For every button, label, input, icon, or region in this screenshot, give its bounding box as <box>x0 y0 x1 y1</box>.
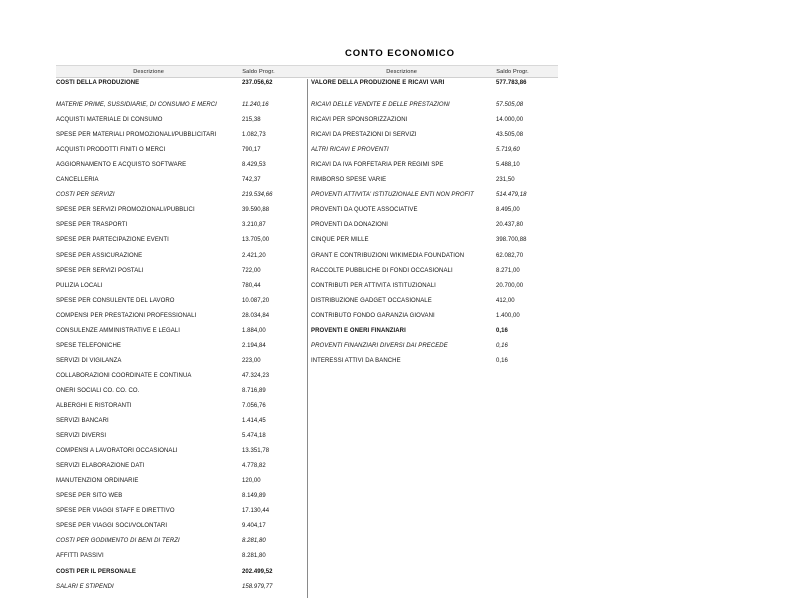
row-label: CANCELLERIA <box>56 177 99 184</box>
row-label: ONERI SOCIALI CO. CO. CO. <box>56 387 140 394</box>
row-label: VALORE DELLA PRODUZIONE E RICAVI VARI <box>311 80 445 86</box>
row-value: 1.414,45 <box>242 418 266 425</box>
table-row-spacer <box>56 94 304 101</box>
table-row <box>311 176 558 191</box>
row-label: INTERESSI ATTIVI DA BANCHE <box>311 357 401 364</box>
row-label: CINQUE PER MILLE <box>311 237 369 244</box>
table-row <box>56 206 304 221</box>
row-value: 8.281,80 <box>242 553 266 560</box>
table-row <box>56 297 304 312</box>
row-value: 11.240,16 <box>242 102 269 109</box>
row-value: 10.087,20 <box>242 297 270 304</box>
row-label: SPESE PER ASSICURAZIONE <box>56 252 143 259</box>
row-label: SPESE PER SITO WEB <box>56 493 123 500</box>
row-value: 0,16 <box>496 342 508 349</box>
row-value: 4.778,82 <box>242 463 266 470</box>
table-row <box>56 267 304 282</box>
table-row <box>311 236 558 251</box>
table-row <box>56 191 304 206</box>
row-value: 5.474,18 <box>242 433 266 440</box>
row-value: 202.499,52 <box>242 568 273 575</box>
row-value: 20.437,80 <box>496 222 524 229</box>
row-label: MANUTENZIONI ORDINARIE <box>56 478 139 485</box>
table-row <box>56 447 304 462</box>
row-value: 158.979,77 <box>242 583 273 590</box>
revenues-column <box>307 79 558 598</box>
row-value: 3.210,87 <box>242 222 266 229</box>
table-row <box>56 357 304 372</box>
row-value: 237.056,62 <box>242 80 273 86</box>
income-statement-table <box>56 65 558 598</box>
table-row <box>56 507 304 522</box>
table-row <box>56 387 304 402</box>
table-row <box>56 477 304 492</box>
row-label: AGGIORNAMENTO E ACQUISTO SOFTWARE <box>56 162 187 169</box>
row-label: PROVENTI FINANZIARI DIVERSI DAI PRECEDE <box>311 342 448 349</box>
table-row <box>311 101 558 116</box>
row-label: ALTRI RICAVI E PROVENTI <box>311 147 389 154</box>
table-row <box>311 221 558 236</box>
row-value: 14.000,00 <box>496 117 524 124</box>
row-value: 780,44 <box>242 282 261 289</box>
table-row <box>311 312 558 327</box>
row-label: ACQUISTI MATERIALE DI CONSUMO <box>56 117 163 124</box>
column-header-balance-right: Saldo Progr. <box>496 68 529 75</box>
row-label: CONTRIBUTI PER ATTIVITÀ ISTITUZIONALI <box>311 282 436 289</box>
costs-column <box>56 79 304 598</box>
table-row <box>56 101 304 116</box>
row-value: 0,16 <box>496 327 508 334</box>
table-row <box>311 342 558 357</box>
table-header-row <box>56 65 558 78</box>
row-value: 577.783,86 <box>496 80 527 86</box>
row-label: SERVIZI ELABORAZIONE DATI <box>56 463 145 470</box>
row-value: 13.705,00 <box>242 237 270 244</box>
row-value: 39.590,88 <box>242 207 270 214</box>
row-label: ACQUISTI PRODOTTI FINITI O MERCI <box>56 147 166 154</box>
row-value: 120,00 <box>242 478 261 485</box>
row-value: 223,00 <box>242 357 261 364</box>
row-label: PROVENTI DA DONAZIONI <box>311 222 389 229</box>
row-value: 43.505,08 <box>496 132 524 139</box>
row-value: 722,00 <box>242 267 261 274</box>
table-row <box>56 402 304 417</box>
row-label: SERVIZI DI VIGILANZA <box>56 357 122 364</box>
row-label: PROVENTI DA QUOTE ASSOCIATIVE <box>311 207 418 214</box>
column-header-balance-left: Saldo Progr. <box>242 68 275 75</box>
table-row <box>56 79 304 94</box>
table-row <box>311 116 558 131</box>
row-label: RIMBORSO SPESE VARIE <box>311 177 387 184</box>
row-value: 8.495,00 <box>496 207 520 214</box>
table-row <box>56 432 304 447</box>
row-value: 8.429,53 <box>242 162 266 169</box>
table-row <box>311 146 558 161</box>
row-value: 0,16 <box>496 357 508 364</box>
row-label: SPESE PER SERVIZI PROMOZIONALI/PUBBLICI <box>56 207 195 214</box>
row-value: 398.700,88 <box>496 237 527 244</box>
table-row <box>311 282 558 297</box>
table-row <box>56 537 304 552</box>
row-label: SPESE PER TRASPORTI <box>56 222 128 229</box>
row-value: 412,00 <box>496 297 515 304</box>
table-row <box>311 297 558 312</box>
row-value: 28.034,84 <box>242 312 270 319</box>
table-row-spacer <box>311 94 558 101</box>
row-label: SPESE PER PARTECIPAZIONE EVENTI <box>56 237 169 244</box>
table-row <box>56 161 304 176</box>
row-value: 8.149,89 <box>242 493 266 500</box>
table-row <box>56 492 304 507</box>
row-value: 742,37 <box>242 177 261 184</box>
row-value: 8.716,89 <box>242 387 266 394</box>
row-value: 8.281,80 <box>242 538 266 545</box>
row-value: 2.194,84 <box>242 342 266 349</box>
row-label: COMPENSI A LAVORATORI OCCASIONALI <box>56 448 178 455</box>
table-row <box>311 79 558 94</box>
table-row <box>311 252 558 267</box>
table-row <box>56 146 304 161</box>
table-row <box>56 372 304 387</box>
table-row <box>56 552 304 567</box>
row-label: SPESE PER VIAGGI SOCI/VOLONTARI <box>56 523 168 530</box>
row-label: CONSULENZE AMMINISTRATIVE E LEGALI <box>56 327 180 334</box>
page-title: CONTO ECONOMICO <box>345 48 455 59</box>
table-row <box>56 282 304 297</box>
table-row <box>56 568 304 583</box>
column-header-description-right: Descrizione <box>386 68 418 75</box>
table-row <box>311 267 558 282</box>
table-row <box>311 357 558 372</box>
row-label: CONTRIBUTO FONDO GARANZIA GIOVANI <box>311 312 435 319</box>
table-row <box>56 176 304 191</box>
table-row <box>56 417 304 432</box>
table-row <box>56 221 304 236</box>
row-value: 5.488,10 <box>496 162 520 169</box>
row-value: 1.884,00 <box>242 327 266 334</box>
row-label: MATERIE PRIME, SUSSIDIARIE, DI CONSUMO E MERCI <box>56 102 217 109</box>
table-row <box>56 116 304 131</box>
row-label: PROVENTI ATTIVITA' ISTITUZIONALE ENTI NON PROFIT <box>311 192 474 199</box>
row-label: PULIZIA LOCALI <box>56 282 103 289</box>
row-value: 215,38 <box>242 117 261 124</box>
row-label: SPESE PER SERVIZI POSTALI <box>56 267 144 274</box>
table-row <box>311 327 558 342</box>
row-value: 1.082,73 <box>242 132 266 139</box>
row-label: COSTI PER IL PERSONALE <box>56 568 136 575</box>
table-body <box>56 78 558 598</box>
table-row <box>56 462 304 477</box>
row-value: 8.271,00 <box>496 267 520 274</box>
row-label: ALBERGHI E RISTORANTI <box>56 402 132 409</box>
row-label: SPESE PER VIAGGI STAFF E DIRETTIVO <box>56 508 175 515</box>
table-row <box>56 522 304 537</box>
row-value: 231,50 <box>496 177 515 184</box>
row-value: 514.479,18 <box>496 192 527 199</box>
row-label: COLLABORAZIONI COORDINATE E CONTINUA <box>56 372 192 379</box>
row-label: RICAVI DA PRESTAZIONI DI SERVIZI <box>311 132 417 139</box>
row-label: COSTI DELLA PRODUZIONE <box>56 80 140 86</box>
row-label: SPESE PER CONSULENTE DEL LAVORO <box>56 297 175 304</box>
row-value: 57.505,08 <box>496 102 524 109</box>
row-label: SPESE PER MATERIALI PROMOZIONALI/PUBBLICITARI <box>56 132 217 139</box>
row-label: COSTI PER GODIMENTO DI BENI DI TERZI <box>56 538 180 545</box>
table-row <box>56 131 304 146</box>
row-label: SERVIZI DIVERSI <box>56 433 107 440</box>
row-label: AFFITTI PASSIVI <box>56 553 104 560</box>
row-value: 9.404,17 <box>242 523 266 530</box>
row-value: 219.534,66 <box>242 192 273 199</box>
table-row <box>56 327 304 342</box>
row-label: GRANT E CONTRIBUZIONI WIKIMEDIA FOUNDATION <box>311 252 465 259</box>
row-value: 17.130,44 <box>242 508 270 515</box>
table-row <box>311 191 558 206</box>
row-label: PROVENTI E ONERI FINANZIARI <box>311 327 406 334</box>
row-value: 13.351,78 <box>242 448 270 455</box>
row-value: 5.719,60 <box>496 147 520 154</box>
row-value: 7.056,76 <box>242 402 266 409</box>
table-row <box>56 342 304 357</box>
table-row <box>311 161 558 176</box>
row-label: SALARI E STIPENDI <box>56 583 114 590</box>
row-label: COMPENSI PER PRESTAZIONI PROFESSIONALI <box>56 312 197 319</box>
table-row <box>56 583 304 598</box>
table-row <box>56 312 304 327</box>
table-row <box>311 131 558 146</box>
row-value: 62.082,70 <box>496 252 524 259</box>
row-label: RICAVI DELLE VENDITE E DELLE PRESTAZIONI <box>311 102 450 109</box>
row-label: SERVIZI BANCARI <box>56 418 109 425</box>
row-label: DISTRIBUZIONE GADGET OCCASIONALE <box>311 297 432 304</box>
row-value: 790,17 <box>242 147 261 154</box>
table-row <box>56 236 304 251</box>
table-row <box>311 206 558 221</box>
row-value: 20.700,00 <box>496 282 524 289</box>
row-value: 2.421,20 <box>242 252 266 259</box>
table-row <box>56 252 304 267</box>
row-label: COSTI PER SERVIZI <box>56 192 115 199</box>
row-label: RACCOLTE PUBBLICHE DI FONDI OCCASIONALI <box>311 267 453 274</box>
column-header-description-left: Descrizione <box>133 68 165 75</box>
row-label: SPESE TELEFONICHE <box>56 342 121 349</box>
row-value: 1.400,00 <box>496 312 520 319</box>
row-label: RICAVI DA IVA FORFETARIA PER REGIMI SPE <box>311 162 444 169</box>
row-label: RICAVI PER SPONSORIZZAZIONI <box>311 117 408 124</box>
row-value: 47.324,23 <box>242 372 270 379</box>
